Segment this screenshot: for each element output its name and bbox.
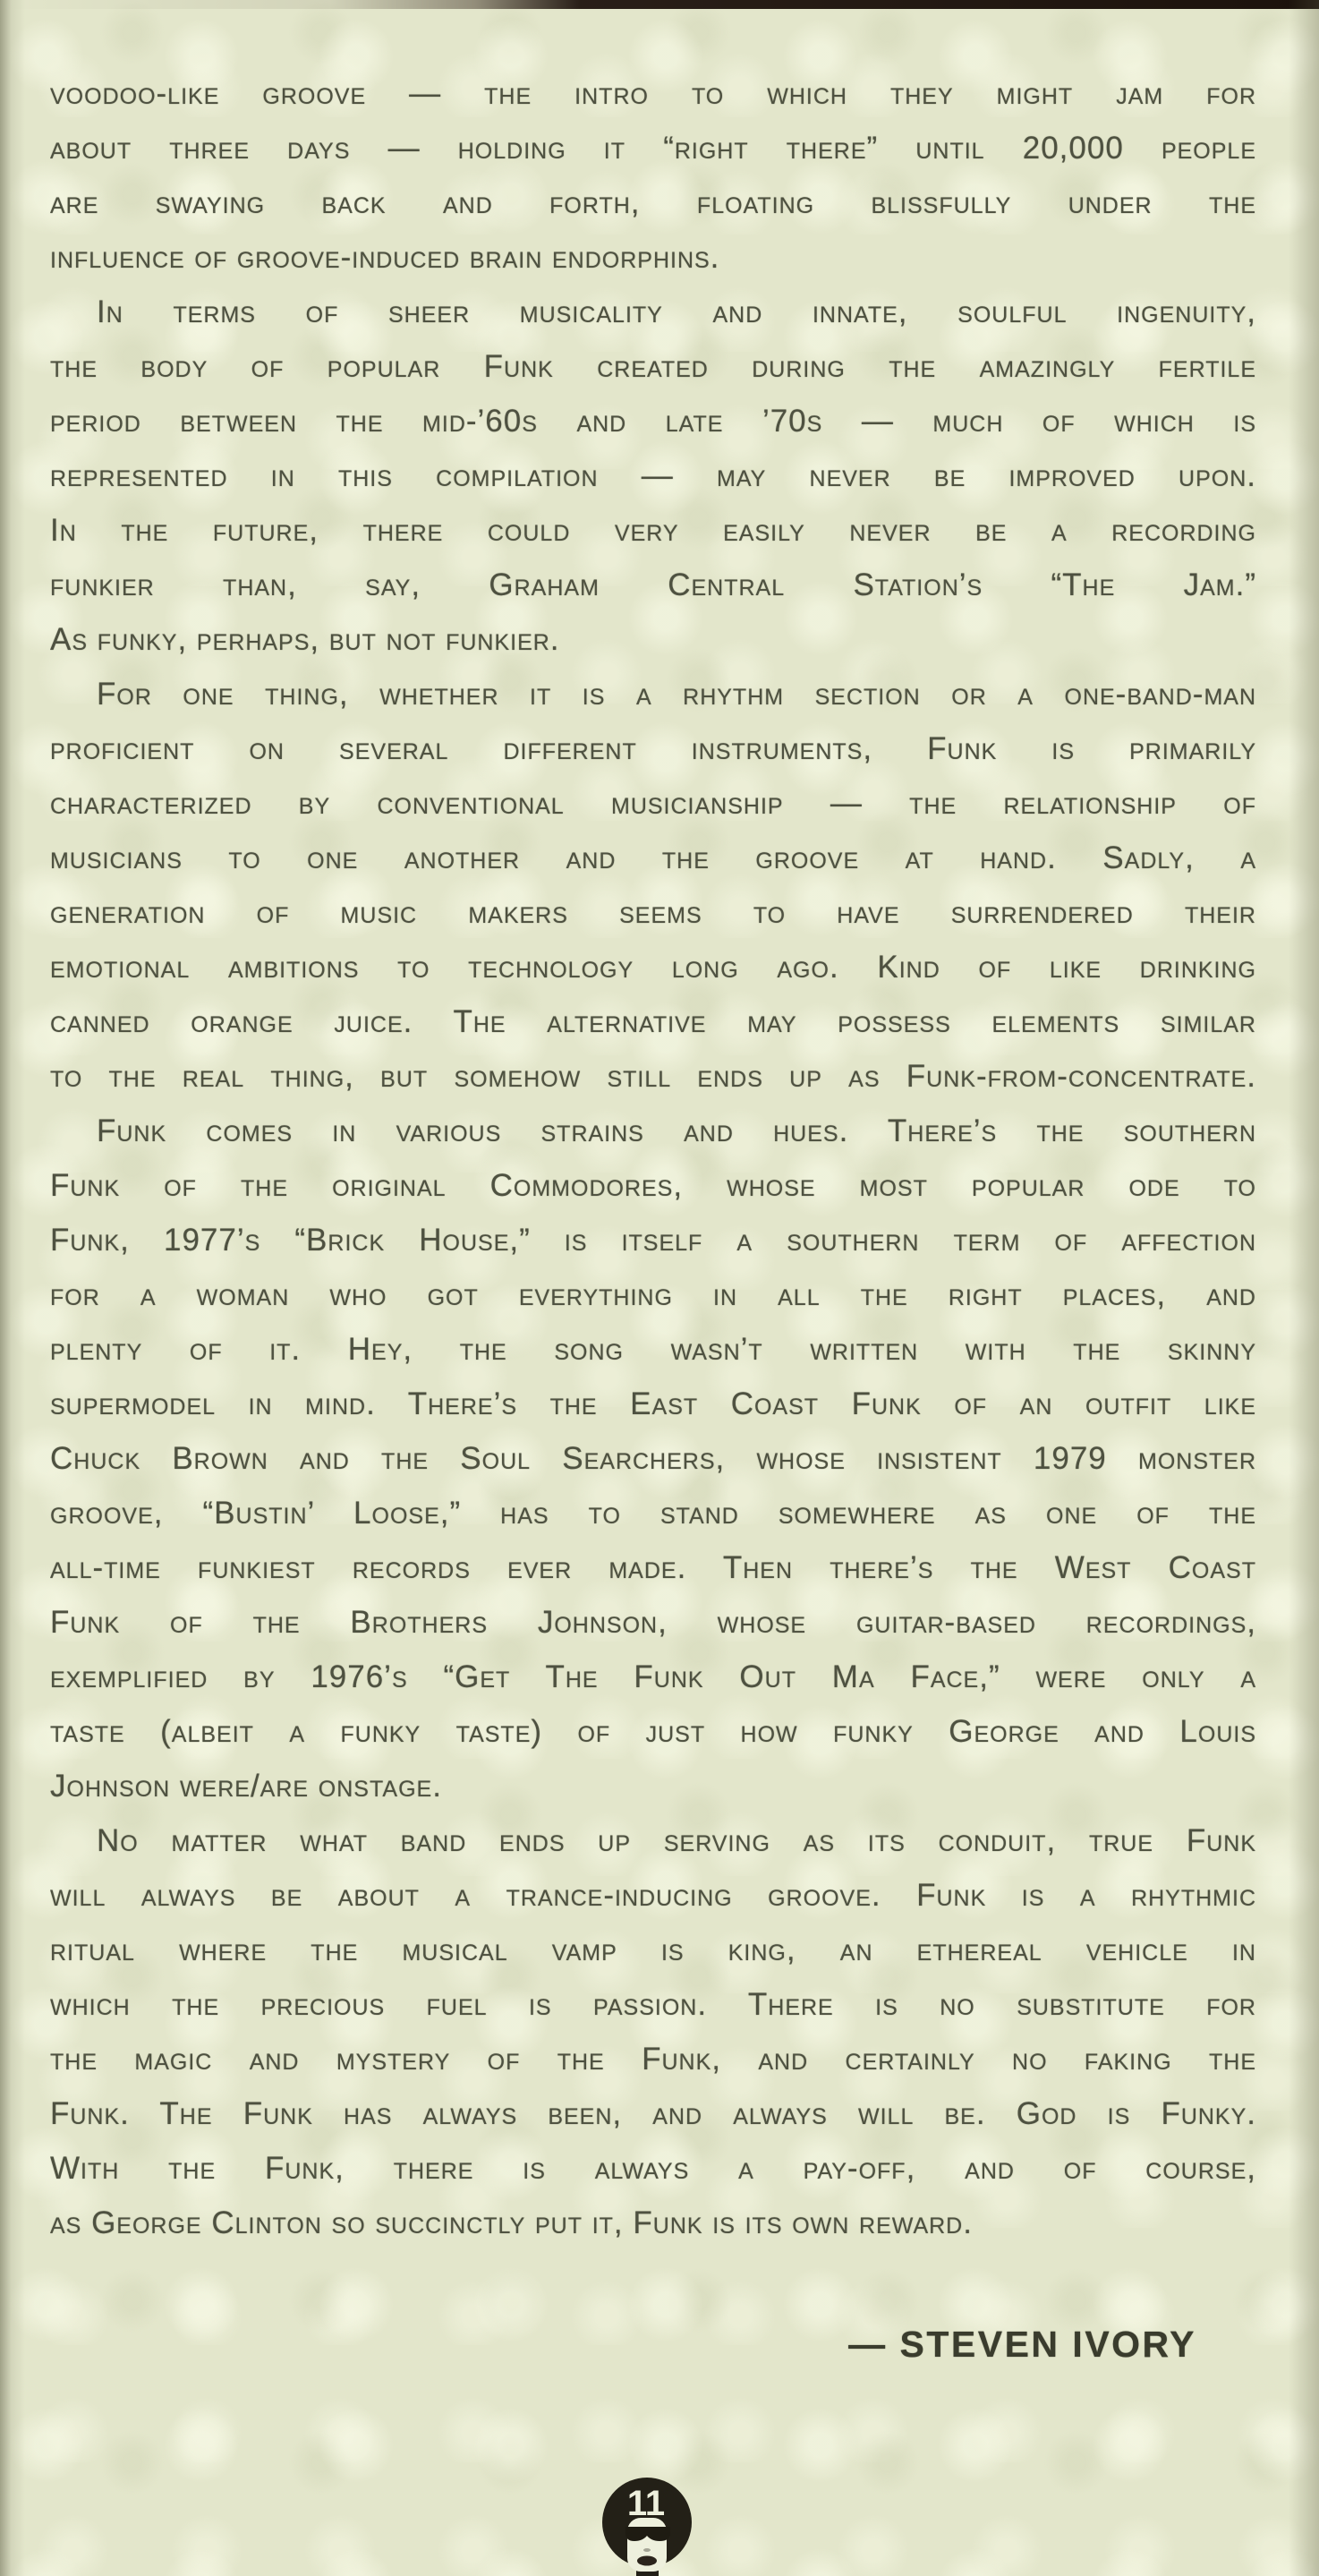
text-line: supermodel in mind. There’s the East Coast Funk of an outfit like (50, 1386, 1256, 1421)
afro-head-icon (601, 2478, 694, 2576)
text-line: With the Funk, there is always a pay-off, and of course, (50, 2151, 1256, 2186)
text-line: Funk of the original Commodores, whose most popular ode to (50, 1168, 1256, 1203)
text-line: as George Clinton so succinctly put it, Funk is its own reward. (50, 2205, 973, 2240)
text-line: Funk, 1977’s “Brick House,” is itself a southern term of affection (50, 1223, 1256, 1258)
text-line: ritual where the musical vamp is king, an ethereal vehicle in (50, 1932, 1256, 1967)
text-line: In terms of sheer musicality and innate, soulful ingenuity, (97, 294, 1256, 329)
text-line: Funk comes in various strains and hues. There’s the southern (97, 1113, 1256, 1148)
scan-edge-top (0, 0, 1319, 9)
text-line: plenty of it. Hey, the song wasn’t written with the skinny (50, 1332, 1256, 1367)
text-line: exemplified by 1976’s “Get The Funk Out Ma Face,” were only a (50, 1659, 1256, 1694)
text-line: the magic and mystery of the Funk, and certainly no faking the (50, 2042, 1256, 2077)
page-edge-shadow-right (1289, 0, 1319, 2576)
text-line: voodoo-like groove — the intro to which they might jam for (50, 76, 1256, 111)
text-line: No matter what band ends up serving as its conduit, true Funk (97, 1823, 1256, 1858)
text-line: generation of music makers seems to have surrendered their (50, 895, 1256, 930)
text-line: Chuck Brown and the Soul Searchers, whose insistent 1979 monster (50, 1441, 1256, 1476)
text-line: which the precious fuel is passion. There is no substitute for (50, 1987, 1256, 2022)
text-line: As funky, perhaps, but not funkier. (50, 622, 560, 657)
text-line: Funk. The Funk has always been, and always will be. God is Funky. (50, 2096, 1256, 2131)
text-line: Johnson were/are onstage. (50, 1769, 442, 1804)
page-number: 11 (626, 2484, 666, 2523)
text-line: period between the mid-’60s and late ’70s — much of which is (50, 404, 1256, 439)
liner-notes-text (50, 66, 1256, 2250)
text-line: canned orange juice. The alternative may possess elements similar (50, 1004, 1256, 1039)
text-line: In the future, there could very easily never be a recording (50, 513, 1256, 548)
author-signature: — STEVEN IVORY (848, 2324, 1196, 2365)
text-line: taste (albeit a funky taste) of just how funky George and Louis (50, 1714, 1256, 1749)
text-line: emotional ambitions to technology long ago. Kind of like drinking (50, 950, 1256, 985)
text-line: will always be about a trance-inducing groove. Funk is a rhythmic (50, 1878, 1256, 1913)
page-edge-shadow-left (0, 0, 25, 2576)
text-line: groove, “Bustin’ Loose,” has to stand somewhere as one of the (50, 1496, 1256, 1531)
page-number-marker (601, 2478, 694, 2576)
text-line: influence of groove-induced brain endorphins. (50, 240, 720, 275)
text-line: the body of popular Funk created during the amazingly fertile (50, 349, 1256, 384)
text-line: all-time funkiest records ever made. Then there’s the West Coast (50, 1550, 1256, 1585)
text-line: For one thing, whether it is a rhythm section or a one-band-man (97, 677, 1256, 712)
text-line: about three days — holding it “right there” until 20,000 people (50, 131, 1256, 166)
text-line: for a woman who got everything in all the right places, and (50, 1277, 1256, 1312)
text-line: Funk of the Brothers Johnson, whose guitar-based recordings, (50, 1605, 1256, 1640)
text-line: are swaying back and forth, floating blissfully under the (50, 185, 1256, 220)
text-line: represented in this compilation — may never be improved upon. (50, 458, 1256, 493)
text-line: proficient on several different instruments, Funk is primarily (50, 731, 1256, 766)
text-line: to the real thing, but somehow still ends up as Funk-from-concentrate. (50, 1059, 1256, 1094)
text-line: funkier than, say, Graham Central Station’s “The Jam.” (50, 567, 1256, 602)
text-line: musicians to one another and the groove at hand. Sadly, a (50, 840, 1256, 875)
text-line: characterized by conventional musicianship — the relationship of (50, 786, 1256, 821)
